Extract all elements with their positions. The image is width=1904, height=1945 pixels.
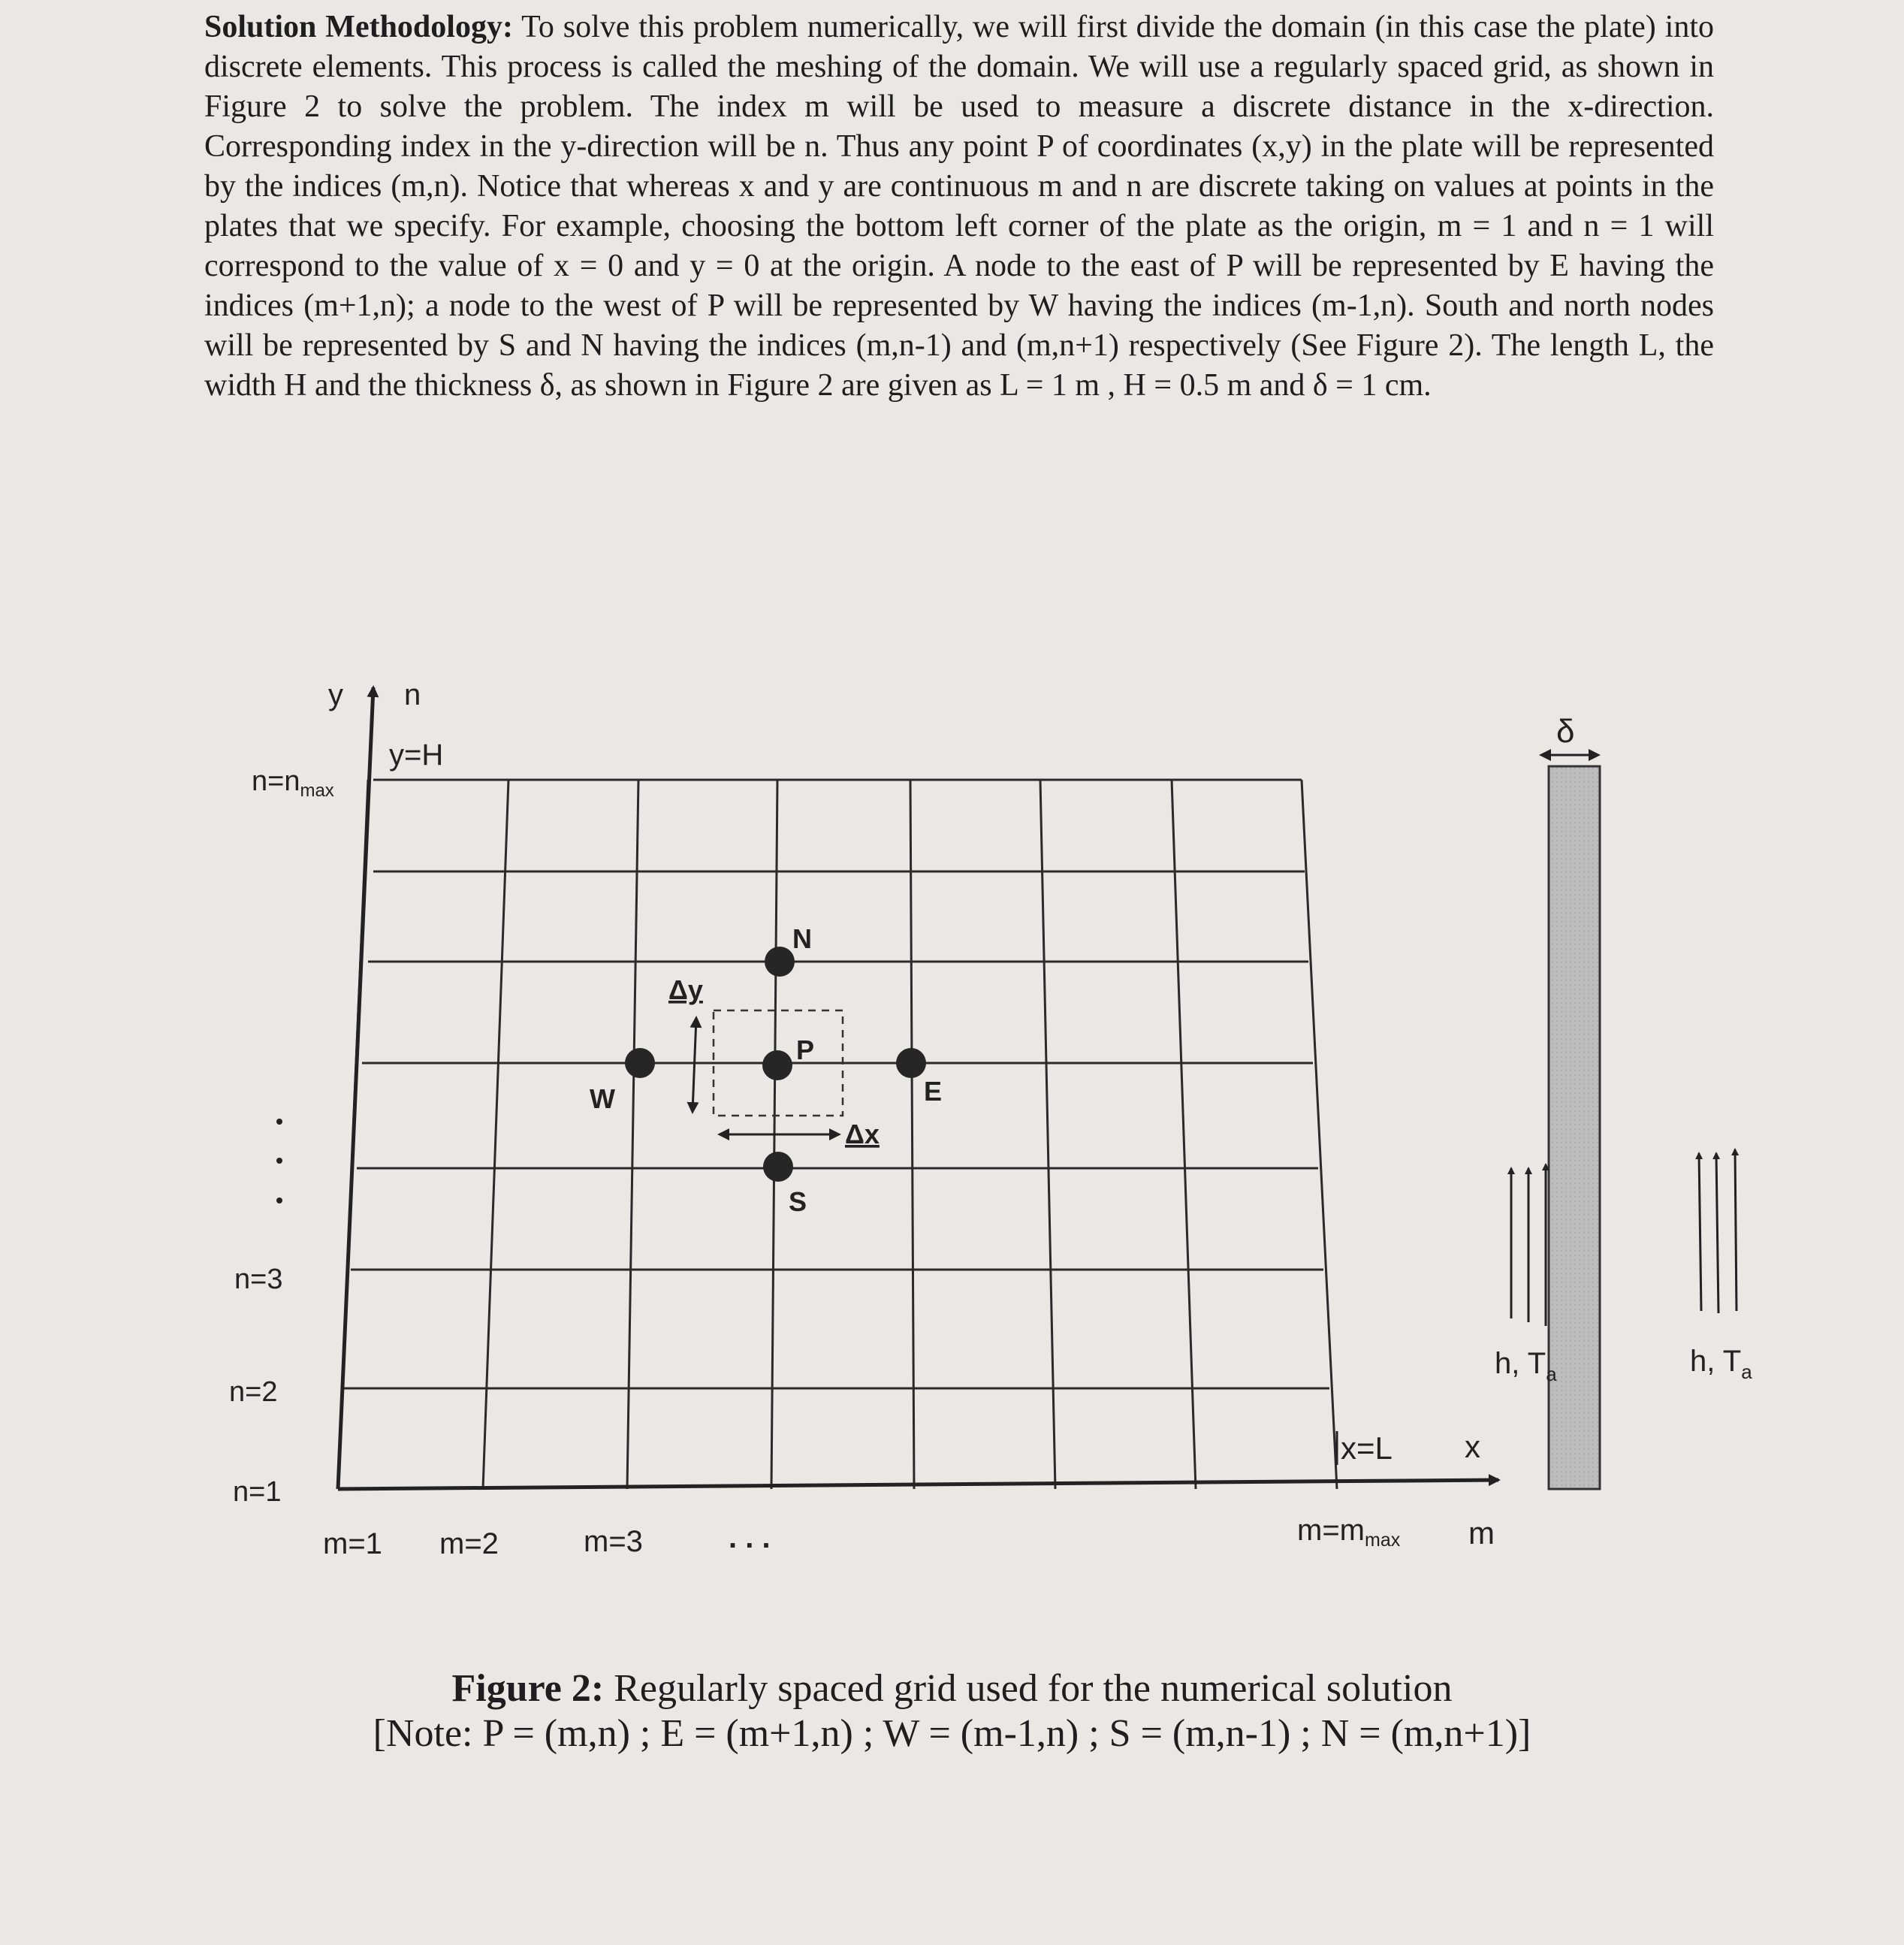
node-east-label: E — [924, 1076, 943, 1107]
axis-y-label: y — [328, 678, 343, 711]
m3-label: m=3 — [584, 1525, 643, 1558]
ellipsis-dot — [276, 1119, 282, 1125]
n2-label: n=2 — [229, 1376, 278, 1408]
paragraph-heading: Solution Methodology: — [204, 10, 513, 44]
x-equals-l-label: x=L — [1341, 1430, 1393, 1466]
paragraph-body: To solve this problem numerically, we will first divide the domain (in this case the plate) into discrete elements. This process is called the meshing of the domain. We will use a regularly spaced grid, as shown in Figure 2 to solve the problem. The index m will be used to measure a discrete distance in the x-direction. Corresponding index in the y-direction will be n. Thus any point P of coordinates (x,y) in the plate will be represented by the indices (m,n). Notice that whereas x and y are continuous m and n are discrete taking on values at points in the plates that we specify. For example, choosing the bottom left corner of the plate as the origin, m = 1 and n = 1 will correspond to the value of x = 0 and y = 0 at the origin. A node to the east of P will be represented by E having the indices (m+1,n); a node to the west of P will be represented by W having the indices (m-1,n). South and north nodes will be represented by S and N having the indices (m,n-1) and (m,n+1) respectively (See Figure 2). The length L, the width H and the thickness δ, as shown in Figure 2 are given as L = 1 m , H = 0.5 m and δ = 1 cm. — [204, 10, 1714, 403]
delta-x-label: Δx — [845, 1119, 880, 1149]
figure-caption-label: Figure 2: — [451, 1667, 605, 1710]
node-center — [762, 1050, 792, 1080]
node-center-label: P — [796, 1034, 815, 1065]
node-south-label: S — [789, 1186, 807, 1217]
node-east — [896, 1048, 926, 1078]
node-west-label: W — [590, 1083, 615, 1114]
ellipsis-dot — [276, 1158, 282, 1164]
convection-arrows-right — [1699, 1149, 1737, 1313]
x-axis — [338, 1480, 1498, 1489]
node-west — [625, 1048, 655, 1078]
axis-x-label: x — [1465, 1429, 1480, 1464]
figure-caption-title: Regularly spaced grid used for the numerical solution — [604, 1667, 1453, 1710]
figure-caption-note: [Note: P = (m,n) ; E = (m+1,n) ; W = (m-1,n) ; S = (m,n-1) ; N = (m,n+1)] — [373, 1712, 1531, 1755]
axis-m-label: m — [1468, 1515, 1495, 1551]
m1-label: m=1 — [323, 1527, 382, 1560]
axis-n-label: n — [404, 678, 421, 711]
y-axis — [338, 687, 373, 1489]
n3-label: n=3 — [234, 1264, 283, 1295]
convection-label-left: h, $T_a$ — [1495, 1347, 1557, 1385]
convection-arrows-left — [1511, 1164, 1546, 1326]
n1-label: n=1 — [233, 1476, 282, 1508]
node-south — [763, 1152, 793, 1182]
convection-label-right: h, $T_a$ — [1690, 1345, 1752, 1383]
figure-caption — [0, 1666, 1904, 1711]
delta-y-arrow — [693, 1018, 696, 1112]
ellipsis-dot — [276, 1198, 282, 1204]
m-ellipsis: . . . — [729, 1521, 771, 1554]
y-equals-h-label: y=H — [389, 738, 444, 772]
m2-label: m=2 — [439, 1527, 499, 1560]
n-max-label: $n=n_{max}$ — [252, 766, 334, 801]
m-max-label: $m=m_{max}$ — [1297, 1514, 1401, 1551]
node-north — [765, 947, 795, 977]
thickness-label: δ — [1556, 713, 1575, 750]
delta-y-label: Δy — [668, 974, 703, 1005]
node-north-label: N — [792, 923, 812, 954]
